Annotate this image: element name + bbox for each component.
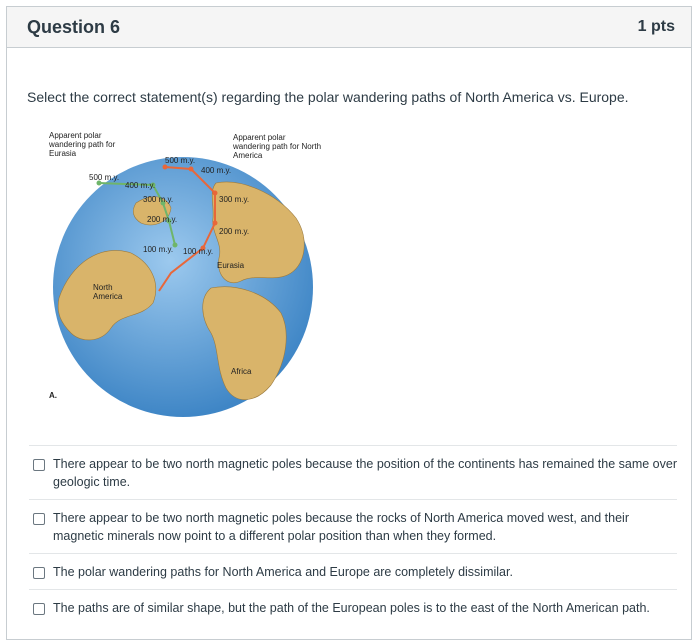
answer-text-1: There appear to be two north magnetic poles because the position of the continents has remained the same over geologic time. — [53, 457, 677, 489]
na-point-400 — [189, 167, 194, 172]
polar-wandering-figure — [41, 123, 331, 423]
answer-text-3: The polar wandering paths for North America and Europe are completely dissimilar. — [53, 565, 513, 579]
na-label-100: 100 m.y. — [183, 247, 214, 256]
answer-option-2[interactable] — [29, 499, 677, 553]
answer-checkbox-1[interactable] — [33, 459, 45, 471]
question-points: 1 pts — [637, 18, 675, 35]
na-label-400: 400 m.y. — [201, 166, 232, 175]
eurasia-point-100 — [173, 243, 178, 248]
label-na-path: Apparent polar wandering path for North America — [233, 133, 322, 160]
eurasia-label-100: 100 m.y. — [143, 245, 174, 254]
na-label-300: 300 m.y. — [219, 195, 250, 204]
answer-text-4: The paths are of similar shape, but the path of the European poles is to the east of the North American path. — [53, 601, 650, 615]
label-eurasia-path: Apparent polar wandering path for Eurasia — [49, 131, 116, 158]
answer-option-4[interactable] — [29, 589, 677, 625]
answer-checkbox-3[interactable] — [33, 567, 45, 579]
answer-option-1[interactable] — [29, 445, 677, 499]
eurasia-label-500: 500 m.y. — [89, 173, 120, 182]
question-header — [7, 7, 691, 48]
answer-checkbox-2[interactable] — [33, 513, 45, 525]
label-africa: Africa — [231, 367, 252, 376]
label-eurasia: Eurasia — [217, 261, 245, 270]
answer-option-3[interactable] — [29, 553, 677, 589]
question-text: Select the correct statement(s) regarding the polar wandering paths of North America vs. Europe. — [27, 89, 629, 105]
eurasia-label-400: 400 m.y. — [125, 181, 156, 190]
question-title: Question 6 — [27, 16, 121, 37]
answer-checkbox-4[interactable] — [33, 603, 45, 615]
question-card — [6, 6, 692, 640]
na-label-200: 200 m.y. — [219, 227, 250, 236]
answer-text-2: There appear to be two north magnetic poles because the rocks of North America moved west, and their magnetic minerals now point to a different polar position than when they formed. — [53, 511, 630, 543]
label-north-america: North America — [93, 283, 123, 301]
panel-letter: A. — [49, 391, 57, 400]
eurasia-label-200: 200 m.y. — [147, 215, 178, 224]
na-point-300 — [213, 191, 218, 196]
eurasia-label-300: 300 m.y. — [143, 195, 174, 204]
globe-diagram — [41, 123, 331, 423]
na-point-200 — [213, 221, 218, 226]
na-label-500: 500 m.y. — [165, 156, 196, 165]
answer-list — [29, 445, 677, 625]
na-point-500 — [163, 165, 168, 170]
